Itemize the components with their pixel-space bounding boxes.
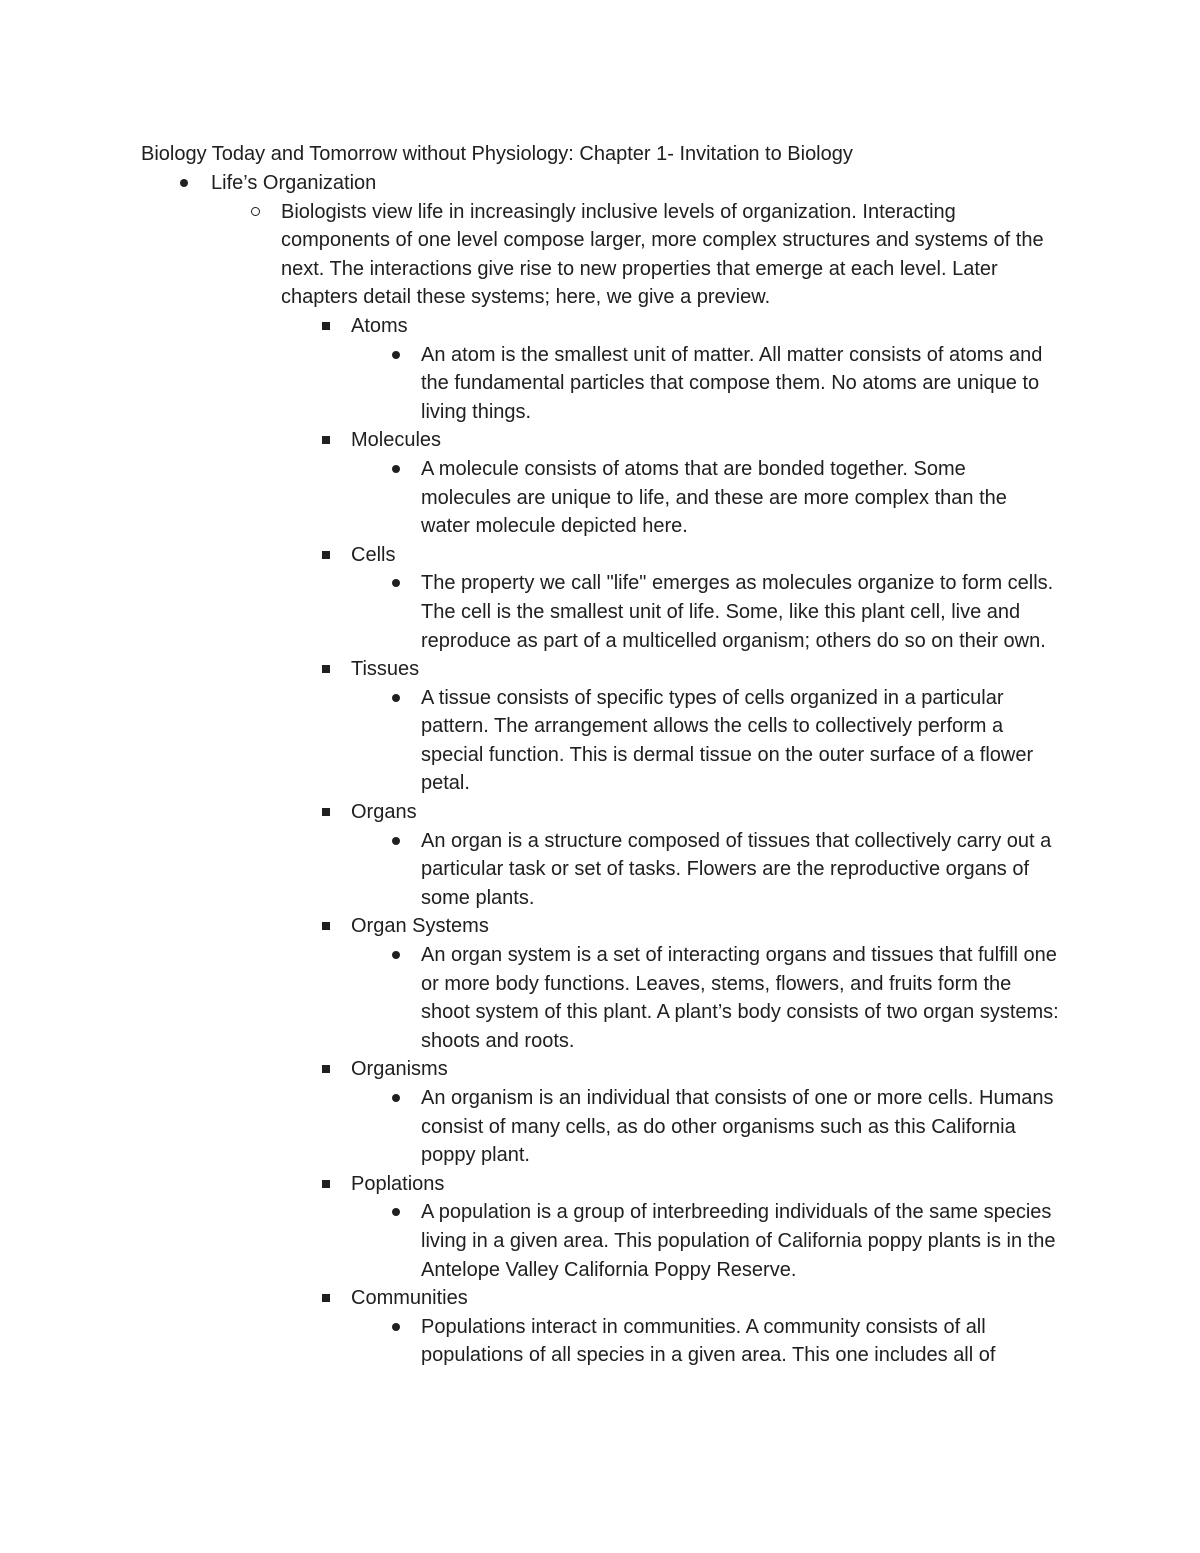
square-bullet-icon <box>317 1170 337 1199</box>
level-detail-list <box>351 1198 1081 1284</box>
level-name: Organisms <box>351 1058 448 1081</box>
disc-bullet-icon <box>387 569 407 598</box>
disc-bullet-icon <box>387 455 407 484</box>
circle-bullet-icon <box>247 198 267 227</box>
level-name: Organs <box>351 801 417 824</box>
section-item <box>141 169 1081 1370</box>
level-detail-list <box>351 341 1081 427</box>
level-item <box>281 1170 1081 1284</box>
level-name: Organ Systems <box>351 915 489 938</box>
level-name: Poplations <box>351 1172 445 1195</box>
intro-item <box>211 198 1081 1370</box>
level-detail-item <box>351 827 1081 913</box>
section-heading: Life’s Organization <box>211 172 377 194</box>
square-bullet-icon <box>317 912 337 941</box>
level-item <box>281 426 1081 540</box>
level-name: Tissues <box>351 658 420 681</box>
level-detail-item <box>351 1313 1081 1370</box>
level-detail-item <box>351 941 1081 1055</box>
level-detail-item <box>351 684 1081 798</box>
level-detail-list <box>351 941 1081 1055</box>
level-item <box>281 1284 1081 1370</box>
level-detail-list <box>351 827 1081 913</box>
level-description: The property we call "life" emerges as molecules organize to form cells. The cell is the smallest unit of life. Some, like this plant cell, live and reproduce as part of a multicelled organism; others do so on their own. <box>421 572 1054 652</box>
level-description: An organ is a structure composed of tissues that collectively carry out a particular task or set of tasks. Flowers are the reproductive organs of some plants. <box>421 829 1052 909</box>
level-description: An organ system is a set of interacting organs and tissues that fulfill one or more body functions. Leaves, stems, flowers, and fruits form the shoot system of this plant. A plant’s body consists of two organ systems: shoots and roots. <box>421 944 1059 1052</box>
level-name: Atoms <box>351 314 408 337</box>
level-item <box>281 798 1081 912</box>
square-bullet-icon <box>317 312 337 341</box>
level-name: Cells <box>351 543 396 566</box>
level-description: An atom is the smallest unit of matter. All matter consists of atoms and the fundamental particles that compose them. No atoms are unique to living things. <box>421 343 1043 423</box>
level-detail-item <box>351 1084 1081 1170</box>
square-bullet-icon <box>317 1284 337 1313</box>
level-detail-item <box>351 1198 1081 1284</box>
section-sublist <box>211 198 1081 1370</box>
disc-bullet-icon <box>387 941 407 970</box>
level-detail-list <box>351 684 1081 798</box>
level-description: A population is a group of interbreeding individuals of the same species living in a given area. This population of California poppy plants is in the Antelope Valley California Poppy Reserve. <box>421 1201 1056 1281</box>
level-item <box>281 541 1081 655</box>
level-description: Populations interact in communities. A community consists of all populations of all species in a given area. This one includes all of <box>421 1315 996 1367</box>
disc-bullet-icon <box>387 1313 407 1342</box>
level-name: Communities <box>351 1287 468 1310</box>
square-bullet-icon <box>317 541 337 570</box>
level-detail-item <box>351 341 1081 427</box>
level-description: A molecule consists of atoms that are bonded together. Some molecules are unique to life, and these are more complex than the water molecule depicted here. <box>421 457 1007 538</box>
level-detail-list <box>351 1084 1081 1170</box>
level-detail-list <box>351 455 1081 541</box>
levels-list <box>281 312 1081 1370</box>
square-bullet-icon <box>317 798 337 827</box>
disc-bullet-icon <box>387 684 407 713</box>
level-description: An organism is an individual that consists of one or more cells. Humans consist of many cells, as do other organisms such as this California poppy plant. <box>421 1087 1054 1167</box>
level-name: Molecules <box>351 429 442 452</box>
document-title: Biology Today and Tomorrow without Physiology: Chapter 1- Invitation to Biology <box>141 143 853 165</box>
outline-list <box>141 169 1081 1370</box>
level-detail-item <box>351 569 1081 655</box>
level-detail-item <box>351 455 1081 541</box>
level-item <box>281 1055 1081 1169</box>
square-bullet-icon <box>317 1055 337 1084</box>
disc-bullet-icon <box>387 1084 407 1113</box>
section-intro: Biologists view life in increasingly inclusive levels of organization. Interacting components of one level compose larger, more complex structures and systems of the next. The interactions give rise to new properties that emerge at each level. Later chapters detail these systems; here, we give a preview. <box>281 200 1044 309</box>
level-detail-list <box>351 569 1081 655</box>
disc-bullet-icon <box>175 169 195 198</box>
level-item <box>281 312 1081 426</box>
level-description: A tissue consists of specific types of cells organized in a particular pattern. The arrangement allows the cells to collectively perform a special function. This is dermal tissue on the outer surface of a flower petal. <box>421 686 1034 795</box>
disc-bullet-icon <box>387 341 407 370</box>
disc-bullet-icon <box>387 827 407 856</box>
level-detail-list <box>351 1313 1081 1370</box>
square-bullet-icon <box>317 655 337 684</box>
level-item <box>281 655 1081 798</box>
disc-bullet-icon <box>387 1198 407 1227</box>
square-bullet-icon <box>317 426 337 455</box>
level-item <box>281 912 1081 1055</box>
